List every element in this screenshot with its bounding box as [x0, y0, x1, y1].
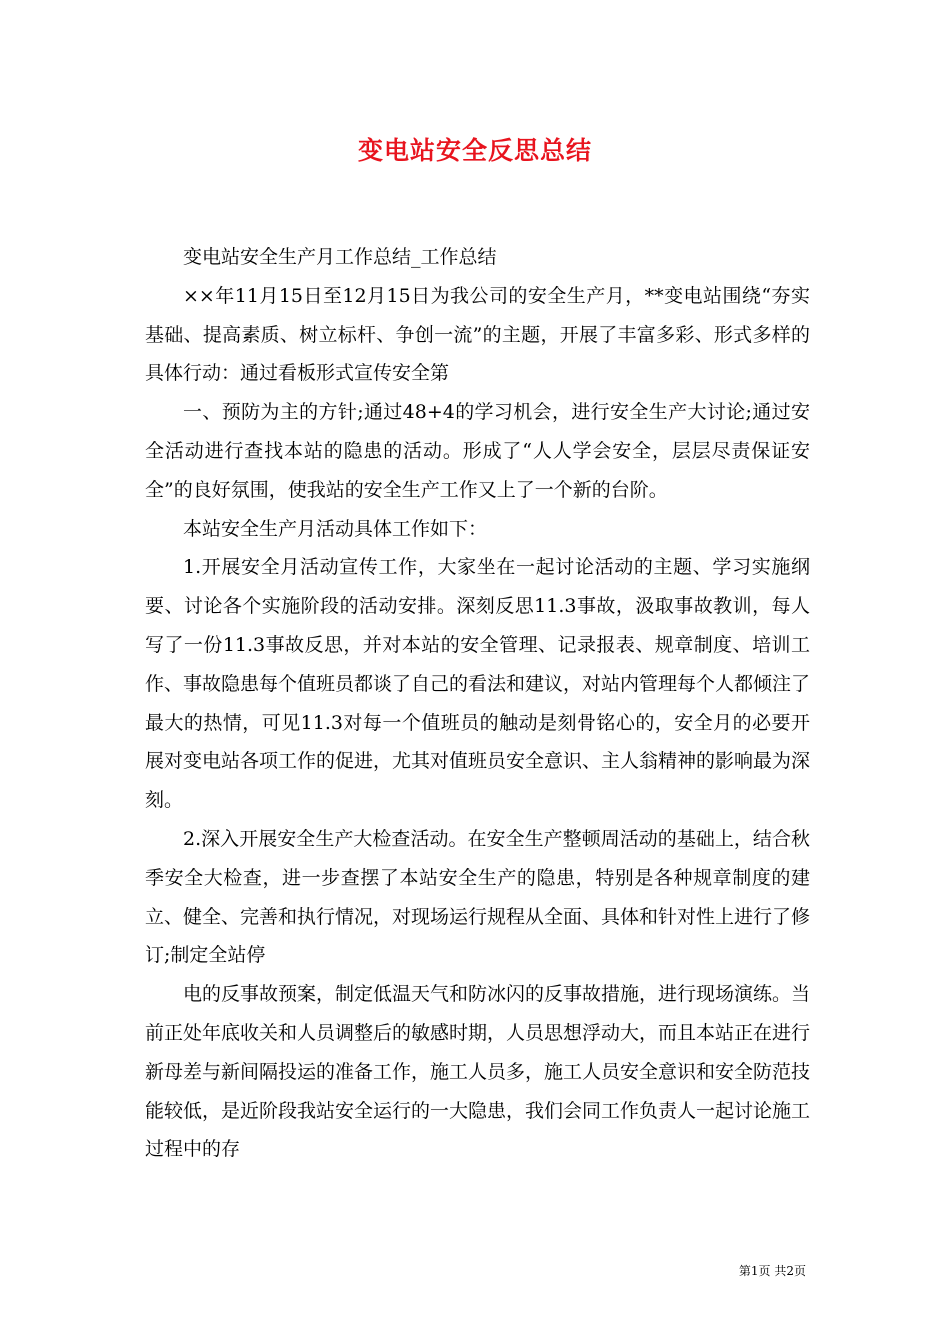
paragraph: 本站安全生产月活动具体工作如下： [183, 517, 488, 540]
paragraph: 变电站安全生产月工作总结_工作总结 [183, 246, 497, 268]
paragraph: 2.深入开展安全生产大检查活动。在安全生产整顿周活动的基础上，结合秋季安全大检查，进一步查摆了本站安全生产的隐患，特别是各种规章制度的建立、健全、完善和执行情况，对现场运行规程从全面、具体和针对性上进行了修订;制定全站停 [145, 827, 811, 967]
paragraph: ××年11月15日至12月15日为我公司的安全生产月，**变电站围绕“夯实基础、提高素质、树立标杆、争创一流”的主题，开展了丰富多彩、形式多样的具体行动：通过看板形式宣传安全第 [145, 284, 810, 385]
paragraph: 电的反事故预案，制定低温天气和防冰闪的反事故措施，进行现场演练。当前正处年底收关和人员调整后的敏感时期，人员思想浮动大，而且本站正在进行新母差与新间隔投运的准备工作，施工人员多，施工人员安全意识和安全防范技能较低，是近阶段我站安全运行的一大隐患，我们会同工作负责人一起讨论施工过程中的存 [145, 983, 811, 1161]
paragraph: 一、预防为主的方针;通过48+4的学习机会，进行安全生产大讨论;通过安全活动进行查找本站的隐患的活动。形成了“人人学会安全，层层尽责保证安全”的良好氛围，使我站的安全生产工作又上了一个新的台阶。 [145, 401, 810, 501]
paragraph: 1.开展安全月活动宣传工作，大家坐在一起讨论活动的主题、学习实施纲要、讨论各个实施阶段的活动安排。深刻反思11.3事故，汲取事故教训，每人写了一份11.3事故反思，并对本站的安全管理、记录报表、规章制度、培训工作、事故隐患每个值班员都谈了自己的看法和建议，对站内管理每个人都倾注了最大的热情，可见11.3对每一个值班员的触动是刻骨铭心的，安全月的必要开展对变电站各项工作的促进，尤其对值班员安全意识、主人翁精神的影响最为深刻。 [145, 556, 811, 812]
document-body [145, 238, 810, 1169]
page-number-footer: 第1页 共2页 [738, 1264, 806, 1278]
document-title: 变电站安全反思总结 [357, 136, 592, 165]
